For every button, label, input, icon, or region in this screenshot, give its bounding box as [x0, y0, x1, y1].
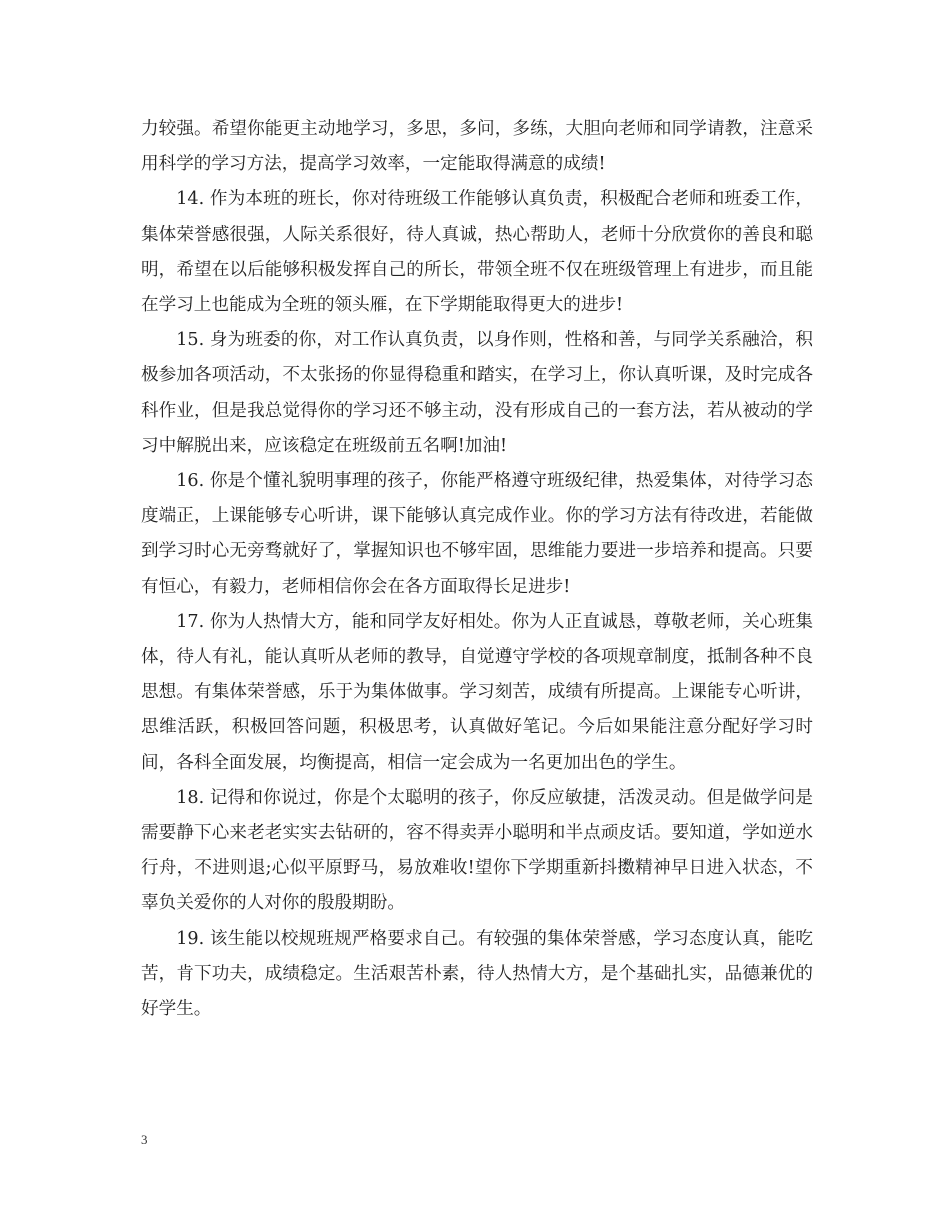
paragraph-16: 16. 你是个懂礼貌明事理的孩子，你能严格遵守班级纪律，热爱集体，对待学习态度端正，上课能够专心听讲，课下能够认真完成作业。你的学习方法有待改进，若能做到学习时心无旁骛就好了，掌握知识也不够牢固，思维能力要进一步培养和提高。只要有恒心，有毅力，老师相信你会在各方面取得长足进步! — [141, 471, 813, 597]
paragraph-17: 17. 你为人热情大方，能和同学友好相处。你为人正直诚恳，尊敬老师，关心班集体，待人有礼，能认真听从老师的教导，自觉遵守学校的各项规章制度，抵制各种不良思想。有集体荣誉感，乐于为集体做事。学习刻苦，成绩有所提高。上课能专心听讲，思维活跃，积极回答问题，积极思考，认真做好笔记。今后如果能注意分配好学习时间，各科全面发展，均衡提高，相信一定会成为一名更加出色的学生。 — [141, 611, 813, 773]
paragraph-19: 19. 该生能以校规班规严格要求自己。有较强的集体荣誉感，学习态度认真，能吃苦，肯下功夫，成绩稳定。生活艰苦朴素，待人热情大方，是个基础扎实，品德兼优的好学生。 — [141, 928, 813, 1020]
paragraph-14: 14. 作为本班的班长，你对待班级工作能够认真负责，积极配合老师和班委工作，集体荣誉感很强，人际关系很好，待人真诚，热心帮助人，老师十分欣赏你的善良和聪明，希望在以后能够积极发挥自己的所长，带领全班不仅在班级管理上有进步，而且能在学习上也能成为全班的领头雁，在下学期能取得更大的进步! — [141, 189, 813, 316]
paragraph-15: 15. 身为班委的你，对工作认真负责，以身作则，性格和善，与同学关系融洽，积极参加各项活动，不太张扬的你显得稳重和踏实，在学习上，你认真听课，及时完成各科作业，但是我总觉得你的学习还不够主动，没有形成自己的一套方法，若从被动的学习中解脱出来，应该稳定在班级前五名啊!加油! — [141, 330, 813, 456]
page-number: 3 — [141, 1132, 148, 1147]
paragraph-18: 18. 记得和你说过，你是个太聪明的孩子，你反应敏捷，活泼灵动。但是做学问是需要静下心来老老实实去钻研的，容不得卖弄小聪明和半点顽皮话。要知道，学如逆水行舟，不进则退;心似平原野马，易放难收!望你下学期重新抖擞精神早日进入状态，不辜负关爱你的人对你的殷殷期盼。 — [141, 787, 813, 914]
paragraph-continuation: 力较强。希望你能更主动地学习，多思，多问，多练，大胆向老师和同学请教，注意采用科学的学习方法，提高学习效率，一定能取得满意的成绩! — [141, 119, 813, 175]
document-body — [141, 112, 813, 1027]
